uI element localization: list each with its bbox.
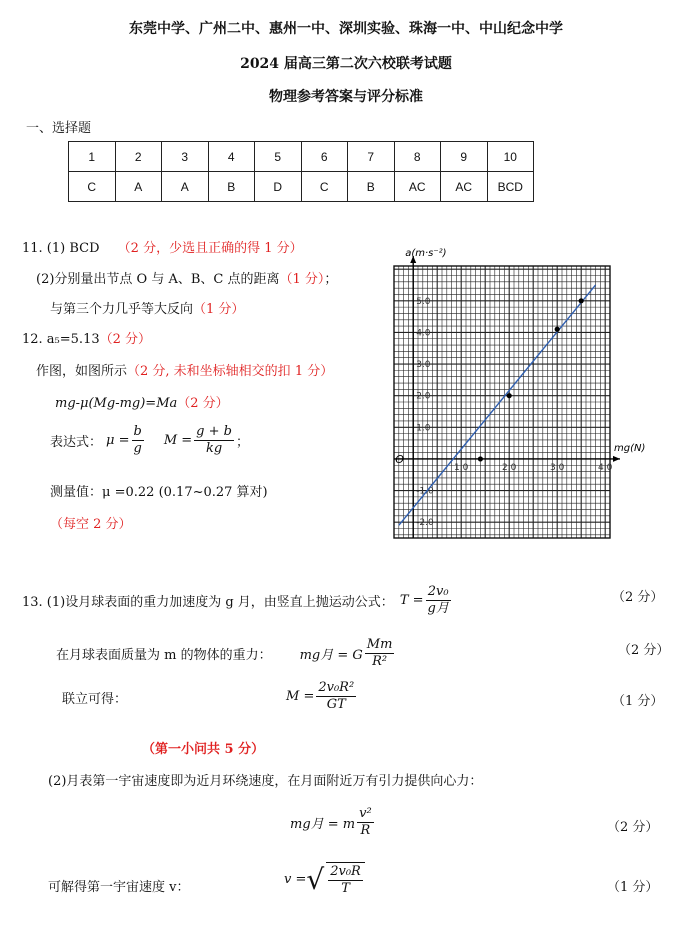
q13-line4: (2)月表第一宇宙速度即为近月环绕速度，在月面附近万有引力提供向心力： (48, 774, 483, 789)
q12-measure (50, 481, 268, 500)
eq2-fraction (365, 637, 395, 670)
answer-table (68, 141, 534, 202)
table-cell: 5 (255, 142, 302, 172)
eq4-den: R (360, 823, 371, 838)
data-point (555, 327, 560, 332)
eq3-lhs: M = (286, 689, 315, 704)
q11-score: （2 分，少选且正确的得 1 分） (117, 241, 303, 256)
x-axis-label: mg(N) (614, 442, 646, 454)
data-point (507, 393, 512, 398)
data-point (478, 456, 483, 461)
table-cell: 4 (208, 142, 255, 172)
table-cell: A (162, 172, 209, 202)
eq5-lhs: v = (284, 872, 307, 887)
y-tick-label: -2.0 (416, 518, 434, 529)
q13-score-a: （2 分） (612, 590, 664, 605)
x-axis-arrow-icon (613, 456, 620, 462)
section-title: 一、选择题 (26, 121, 92, 136)
mu-lhs: μ = (106, 433, 130, 448)
y-tick-label: 3.0 (416, 360, 431, 371)
q11-score: （1 分） (193, 302, 245, 317)
M-num: g + b (196, 424, 232, 439)
table-cell: AC (441, 172, 488, 202)
M-den: kg (205, 441, 223, 456)
eq5-fraction (326, 862, 365, 897)
T-fraction (426, 584, 451, 617)
y-axis-label: a(m·s⁻²) (405, 248, 447, 259)
q11-punct: ； (324, 272, 338, 287)
q12-score: （2 分） (99, 332, 152, 347)
y-tick-label: 5.0 (416, 296, 431, 307)
q11-line1 (22, 237, 303, 256)
sqrt-symbol (306, 862, 366, 897)
data-point (579, 298, 584, 303)
x-tick-label: 3.0 (550, 462, 565, 473)
measure-label: 测量值： (50, 485, 103, 500)
q12-expr-label: 表达式： (50, 435, 103, 450)
x-tick-label: 2.0 (502, 462, 517, 473)
q11-line3 (50, 298, 244, 317)
q12-text: 作图，如图所示 (36, 364, 128, 379)
q13-score-b: （2 分） (618, 643, 670, 658)
q13-line2 (56, 637, 396, 670)
table-row-numbers (69, 142, 534, 172)
q13-eq5 (284, 862, 367, 897)
q13-score-c: （1 分） (612, 694, 664, 709)
q13-line1 (22, 584, 453, 617)
q13-text: 13. (1)设月球表面的重力加速度为 g 月，由竖直上抛运动公式： (22, 595, 394, 610)
q12-line1 (22, 328, 151, 347)
table-cell: 10 (487, 142, 534, 172)
q12-line2 (36, 360, 333, 379)
eq3-den: GT (326, 697, 346, 712)
header-schools: 东莞中学、广州二中、惠州一中、深圳实验、珠海一中、中山纪念中学 (129, 21, 563, 37)
q13-eq4 (290, 806, 376, 839)
table-cell: 1 (69, 142, 116, 172)
table-cell: 7 (348, 142, 395, 172)
eq4-num: v² (359, 806, 372, 821)
table-cell: C (69, 172, 116, 202)
table-cell: 3 (162, 142, 209, 172)
table-cell: 2 (115, 142, 162, 172)
eq5-den: T (341, 881, 350, 896)
eq5-num: 2v₀R (330, 864, 361, 879)
table-cell: B (208, 172, 255, 202)
q11-score: （1 分） (279, 272, 325, 287)
q11-text: (2)分别量出节点 O 与 A、B、C 点的距离 (36, 272, 280, 287)
q12-equation: mg-μ(Mg-mg)=Ma (55, 396, 178, 411)
x-tick-label: 4.0 (598, 462, 613, 473)
T-lhs: T = (399, 593, 424, 608)
eq3-fraction (316, 680, 356, 713)
eq4-lhs: mg月 = m (290, 817, 356, 832)
y-tick-label: 2.0 (416, 391, 431, 402)
measure-value: μ =0.22 (0.17~0.27 算对) (102, 485, 268, 500)
header-exam: 2024 届高三第二次六校联考试题 (240, 56, 452, 72)
eq2-num: Mm (366, 637, 393, 652)
table-cell: 9 (441, 142, 488, 172)
eq3-num: 2v₀R² (318, 680, 355, 695)
graph-chart (368, 240, 648, 560)
table-cell: 8 (394, 142, 441, 172)
M-lhs: M = (163, 433, 193, 448)
mu-den: g (133, 441, 142, 456)
y-tick-label: 1.0 (416, 423, 431, 434)
radical-icon: √ (306, 862, 325, 896)
q13-line5: 可解得第一宇宙速度 v： (48, 880, 190, 895)
table-cell: C (301, 172, 348, 202)
table-row-answers (69, 172, 534, 202)
q11-line2 (36, 268, 337, 287)
q12-score: （2 分） (177, 396, 229, 411)
table-cell: AC (394, 172, 441, 202)
y-tick-label: -1.0 (416, 486, 434, 497)
y-tick-label: 4.0 (416, 328, 431, 339)
table-cell: BCD (487, 172, 534, 202)
q13-score-e: （1 分） (607, 880, 659, 895)
eq2-lhs: mg月 = G (299, 648, 363, 663)
eq4-fraction (357, 806, 374, 839)
table-cell: 6 (301, 142, 348, 172)
q13-eq3 (286, 680, 358, 713)
fit-line (399, 285, 596, 525)
q13-subtotal: （第一小问共 5 分） (142, 742, 265, 757)
M-fraction (194, 424, 234, 457)
origin-label: O (395, 452, 404, 466)
T-num: 2v₀ (427, 584, 449, 599)
q12-eq1 (55, 392, 229, 411)
expr-end: ； (235, 435, 249, 450)
q12-each-score: （每空 2 分） (50, 517, 132, 532)
T-den: g月 (427, 601, 449, 616)
mu-fraction (132, 424, 144, 457)
eq2-den: R² (372, 654, 388, 669)
q12-expr (50, 424, 249, 457)
header-subtitle: 物理参考答案与评分标准 (269, 89, 423, 105)
q11-text: 与第三个力几乎等大反向 (50, 302, 194, 317)
table-cell: D (255, 172, 302, 202)
q12-answer: 12. a₅=5.13 (22, 332, 100, 347)
q13-score-d: （2 分） (607, 820, 659, 835)
table-cell: B (348, 172, 395, 202)
q11-answer: 11. (1) BCD (22, 241, 100, 256)
q13-line3: 联立可得： (62, 692, 128, 707)
x-tick-label: 1.0 (454, 462, 469, 473)
table-cell: A (115, 172, 162, 202)
mu-num: b (133, 424, 142, 439)
q13-text: 在月球表面质量为 m 的物体的重力： (56, 648, 272, 663)
q12-score: （2 分, 未和坐标轴相交的扣 1 分） (127, 364, 334, 379)
